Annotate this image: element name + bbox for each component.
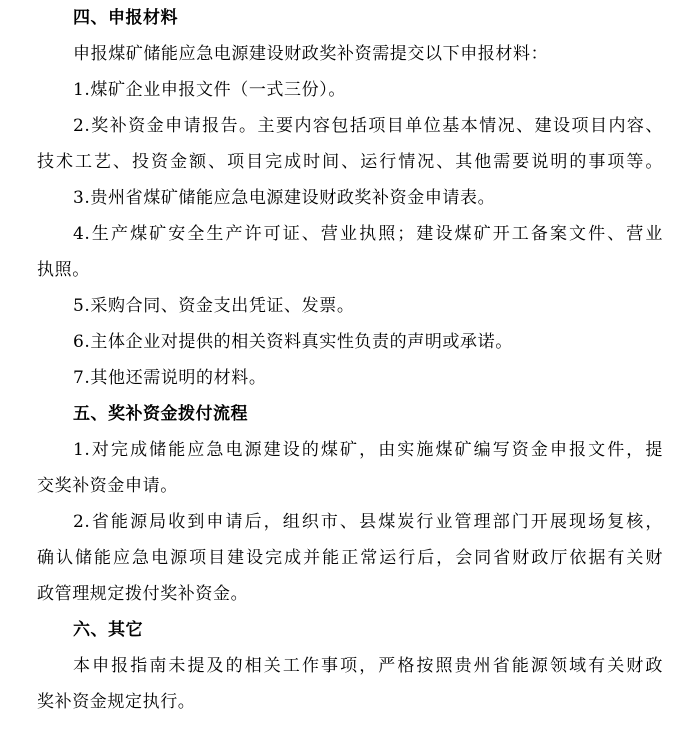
section-4-intro: 申报煤矿储能应急电源建设财政奖补资需提交以下申报材料： xyxy=(73,44,549,64)
item-4-2-line-2: 技术工艺、投资金额、项目完成时间、运行情况、其他需要说明的事项等。 xyxy=(37,152,663,172)
item-5-1-line-2: 交奖补资金申请。 xyxy=(37,476,178,496)
item-5-2-line-2: 确认储能应急电源项目建设完成并能正常运行后，会同省财政厅依据有关财 xyxy=(37,548,663,568)
section-6-heading: 六、其它 xyxy=(73,620,143,640)
item-4-5: 5.采购合同、资金支出凭证、发票。 xyxy=(73,296,355,316)
item-4-4-line-2: 执照。 xyxy=(37,260,90,280)
item-5-2-line-1: 2.省能源局收到申请后，组织市、县煤炭行业管理部门开展现场复核， xyxy=(73,512,663,532)
item-5-2-line-3: 政管理规定拨付奖补资金。 xyxy=(37,584,249,604)
item-4-1: 1.煤矿企业申报文件（一式三份）。 xyxy=(73,80,346,100)
item-4-3: 3.贵州省煤矿储能应急电源建设财政奖补资金申请表。 xyxy=(73,188,496,208)
section-5-heading: 五、奖补资金拨付流程 xyxy=(73,404,248,424)
item-4-7: 7.其他还需说明的材料。 xyxy=(73,368,267,388)
item-4-4-line-1: 4.生产煤矿安全生产许可证、营业执照；建设煤矿开工备案文件、营业 xyxy=(73,224,663,244)
item-4-2-line-1: 2.奖补资金申请报告。主要内容包括项目单位基本情况、建设项目内容、 xyxy=(73,116,663,136)
section-4-heading: 四、申报材料 xyxy=(73,8,178,28)
section-6-paragraph-line-2: 奖补资金规定执行。 xyxy=(37,692,196,712)
item-4-6: 6.主体企业对提供的相关资料真实性负责的声明或承诺。 xyxy=(73,332,513,352)
item-5-1-line-1: 1.对完成储能应急电源建设的煤矿，由实施煤矿编写资金申报文件，提 xyxy=(73,440,663,460)
section-6-paragraph-line-1: 本申报指南未提及的相关工作事项，严格按照贵州省能源领域有关财政 xyxy=(73,656,663,676)
